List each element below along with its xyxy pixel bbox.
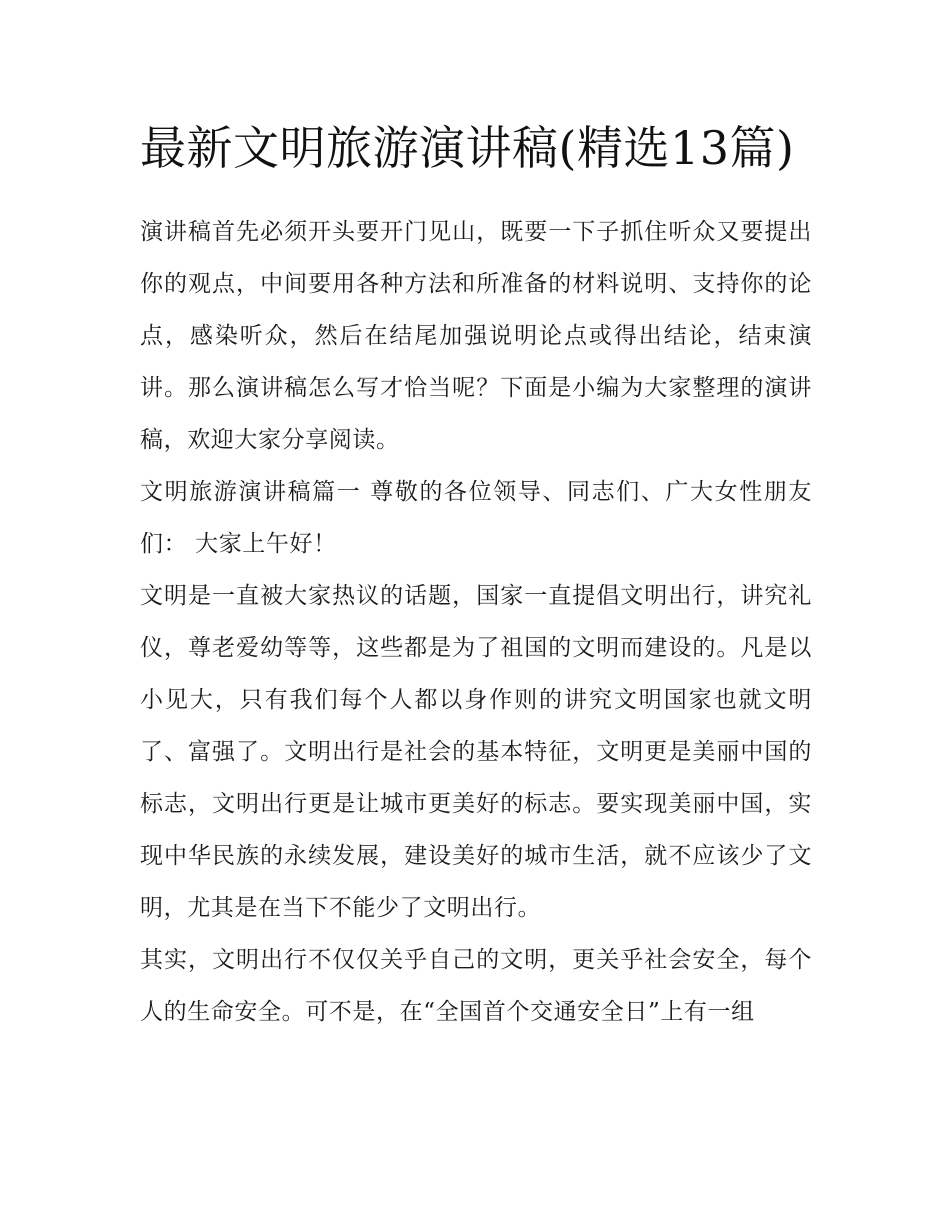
paragraph-body-1: 文明是一直被大家热议的话题，国家一直提倡文明出行，讲究礼仪，尊老爱幼等等，这些都是为了祖国的文明而建设的。凡是以小见大，只有我们每个人都以身作则的讲究文明国家也就文明了、富强了。文明出行是社会的基本特征，文明更是美丽中国的标志，文明出行更是让城市更美好的标志。要实现美丽中国，实现中华民族的永续发展，建设美好的城市生活，就不应该少了文明，尤其是在当下不能少了文明出行。 (140, 583, 812, 921)
paragraph-greeting: 文明旅游演讲稿篇一 尊敬的各位领导、同志们、广大女性朋友们： 大家上午好！ (140, 479, 812, 557)
paragraph-intro: 演讲稿首先必须开头要开门见山，既要一下子抓住听众又要提出你的观点，中间要用各种方法和所准备的材料说明、支持你的论点，感染听众，然后在结尾加强说明论点或得出结论，结束演讲。那么演讲稿怎么写才恰当呢？下面是小编为大家整理的演讲稿，欢迎大家分享阅读。 (140, 219, 812, 453)
paragraph-body-2: 其实，文明出行不仅仅关乎自己的文明，更关乎社会安全，每个人的生命安全。可不是，在“全国首个交通安全日”上有一组 (140, 947, 812, 1025)
document-body (140, 112, 812, 1038)
document-title: 最新文明旅游演讲稿(精选13篇) (140, 121, 795, 175)
